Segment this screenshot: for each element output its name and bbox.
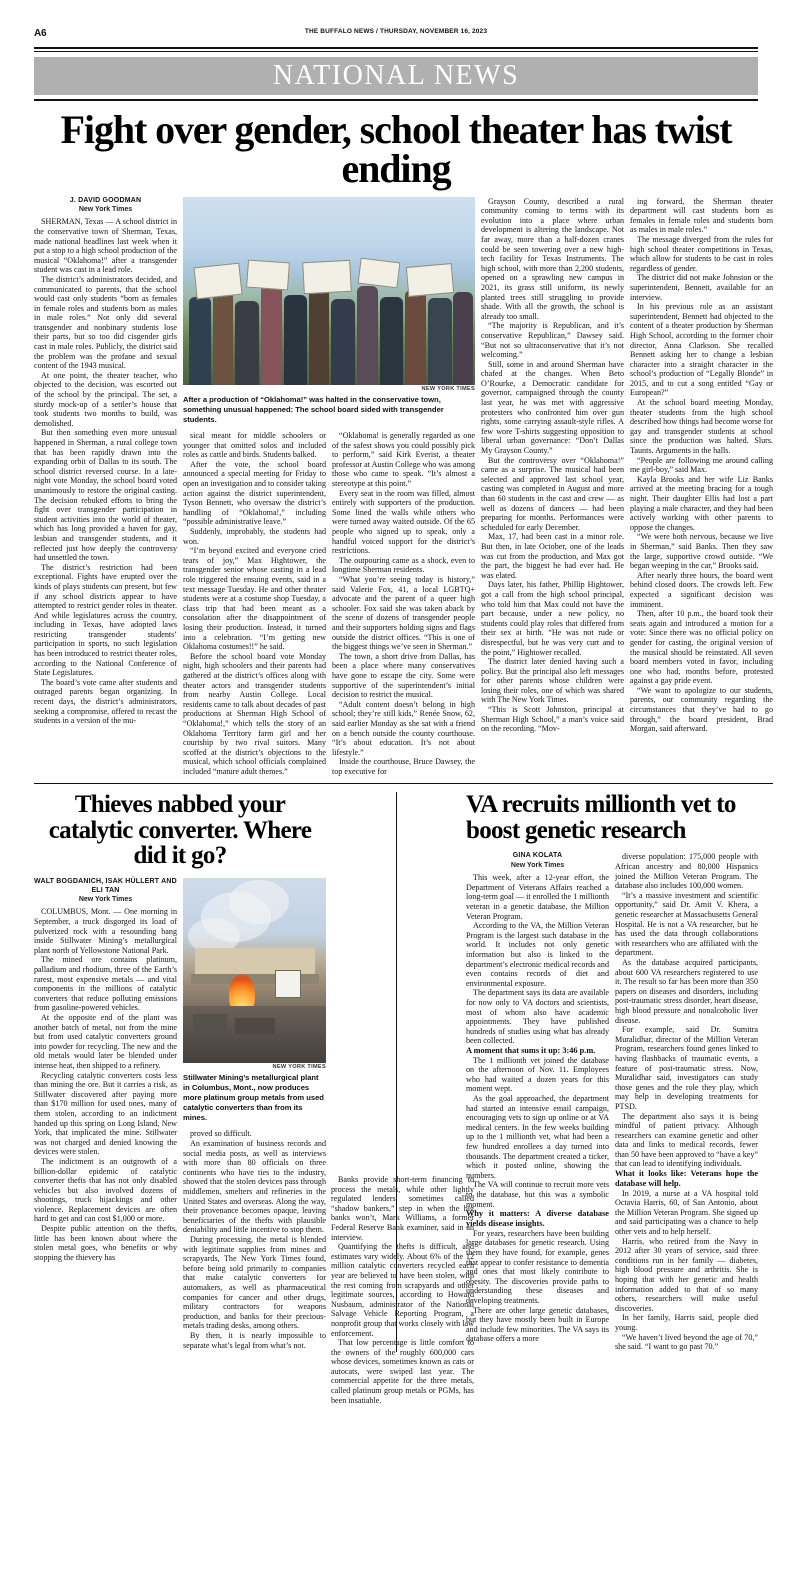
paragraph: In his previous role as an assistant superintendent, Bennett had objected to the content of a theater production by Sherman High School, according to the former choir director, Anna Clarkson. She recalled Bennett asking her to change a lesbian character into a straight character in the school’s production of “Legally Blonde” in 2015, and to cut a song entitled “Gay or European?” <box>630 302 773 398</box>
paragraph: “Adult content doesn’t belong in high school; they’re still kids,” Renée Snow, 62, said earlier Monday as she sat with a friend on a bench outside the county courthouse. “It’s about education. It’s not about lifestyle.” <box>332 699 475 757</box>
article1-col3-text <box>332 431 475 776</box>
paragraph: Quantifying the thefts is difficult, and estimates vary widely. About 6% of the 12 million catalytic converters recycled each year are believed to have been stolen, with the rest coming from scrapyards and other legitimate sources, according to Howard Nusbaum, administrator of the National Salvage Vehicle Reporting Program, a nonprofit group that works closely with law enforcement. <box>331 1242 474 1338</box>
article1-caption: After a production of “Oklahoma!” was halted in the conservative town, something unusual happened: The school board sided with transgender students. <box>183 395 444 425</box>
section-banner <box>34 57 758 95</box>
paragraph: Then, after 10 p.m., the board took their seats again and introduced a motion for a vote: Since there was no official policy on gender for casting, the original version of the musical should be reinstated. All seven board members voted in favor, including one who had, months before, protested against a gay pride event. <box>630 609 773 686</box>
paragraph: After nearly three hours, the board went behind closed doors. The crowds left. Few expected a significant decision was imminent. <box>630 570 773 609</box>
paragraph: Still, some in and around Sherman have chafed at the changes. When Beto O’Rourke, a Democratic candidate for governor, campaigned through the county last year, he was met with aggressive protesters who confronted him over gun rights, some carrying assault-style rifles. A few wore T-shirts suggesting opposition to liberal urban governance: “Don’t Dallas My Grayson County.” <box>481 359 624 456</box>
article2-byline: WALT BOGDANICH, ISAK HÜLLERT AND ELI TAN <box>34 877 177 894</box>
article1-grid <box>34 196 773 785</box>
article1-col2-text <box>183 431 326 776</box>
article1-bottom-rule <box>34 783 773 784</box>
article3-column-2 <box>615 852 758 1351</box>
paragraph: By then, it is nearly impossible to separate what’s legal from what’s not. <box>183 1330 326 1350</box>
paragraph: “This is Scott Johnston, principal at Sherman High School,” a man’s voice said on the recording. “Mov- <box>481 705 624 734</box>
subheading: What it looks like: Veterans hope the database will help. <box>615 1169 758 1188</box>
paragraph: Before the school board vote Monday night, high schoolers and their parents had gathered at the district’s offices along with theater actors and transgender students from nearby Austin College. Local residents came to talk about decades of past productions at Sherman High School of “Oklahoma!,” which tells the story of an Oklahoma Territory farm girl and her courtship by two rival suitors. Many scoffed at the district’s objections to the musical, which school officials complained included “mature adult themes.” <box>183 651 326 776</box>
section-banner-rule <box>34 99 758 101</box>
article3-col2-text <box>615 852 758 1351</box>
paragraph: “Oklahoma! is generally regarded as one of the safest shows you could possibly pick to perform,” said Kirk Everist, a theater professor at Austin College who was among those who came to speak. “It’s almost a stereotype at this point.” <box>332 431 475 489</box>
article1-byline-org: New York Times <box>78 206 133 214</box>
article1-column-1 <box>34 197 177 777</box>
article2-col1-text <box>34 907 177 1262</box>
paragraph: The message diverged from the rules for high school theater competitions in Texas, which allow for students to be cast in roles regardless of gender. <box>630 234 773 273</box>
paragraph: According to the VA, the Million Veteran Program is the largest such database in the world. It includes not only genetic information but also is linked to the department’s electronic medical records and even contains records of diet and environmental exposure. <box>466 921 609 988</box>
paragraph: ing forward, the Sherman theater department will cast students born as females in female roles and students born as males in male roles.” <box>630 196 773 235</box>
paragraph: sical meant for middle schoolers or younger that omitted solos and included roles as cattle and birds. Students balked. <box>183 431 326 460</box>
paragraph: After the vote, the school board announced a special meeting for Friday to open an investigation and to consider taking action against the district superintendent, Tyson Bennett, who oversaw the district’s handling of “Oklahoma!,” including “possible administrative leave.” <box>183 459 326 527</box>
photo-crowd <box>183 270 475 385</box>
paragraph: At one point, the theater teacher, who objected to the decision, was escorted out of the school by the principal. The set, a sturdy mock-up of a settler’s house that took students two months to build, was demolished. <box>34 370 177 428</box>
masthead <box>34 28 758 44</box>
article1-headline: Fight over gender, school theater has twist ending <box>60 107 732 191</box>
paragraph: “People are following me around calling me girl-boy,” said Max. <box>630 455 773 475</box>
paragraph: An examination of business records and social media posts, as well as interviews with more than 80 officials on three continents who have ties to the industry, showed that the stolen devices pass through middlemen, smelters and refineries in the United States and overseas. Along the way, their provenance becomes opaque, leaving beneficiaries of the thefts with plausible deniability and little incentive to stop them. <box>183 1139 326 1235</box>
article2-caption: Stillwater Mining’s metallurgical plant in Columbus, Mont., now produces more platinum group metals from used catalytic converters than from its mines. <box>183 1073 324 1123</box>
subheading: Why it matters: A diverse database yields disease insights. <box>466 1209 609 1228</box>
paragraph: The district did not make Johnston or the superintendent, Bennett, available for an interview. <box>630 273 773 302</box>
article3 <box>466 792 758 1351</box>
paragraph: For example, said Dr. Sumitra Muralidhar, director of the Million Veteran Program, researchers found genes linked to having flashbacks of traumatic events, a feature of post-traumatic stress. Now, Muralidhar said, investigators can study those genes and the role they play, which may help in developing treatments for PTSD. <box>615 1025 758 1111</box>
article1-byline: J. DAVID GOODMAN <box>69 196 142 204</box>
paragraph: At the opposite end of the plant was another batch of metal, not from the mine but from used catalytic converters ground into powder for recycling. The new and the old metals would later be blended under intense heat, then shipped to a refinery. <box>34 1013 177 1070</box>
paragraph: In her family, Harris said, people died young. <box>615 1313 758 1332</box>
article1-cols-2-3 <box>183 431 475 776</box>
paragraph: Days later, his father, Phillip Hightower, got a call from the high school principal, who told him that Max could not have the part because, under a new policy, no students could play roles that differed from their sex at birth. “He was not rude or disrespectful, but he was very curt and to the point,” Hightower recalled. <box>481 580 624 657</box>
paragraph: “We want to apologize to our students, parents, our community regarding the circumstances that they’ve had to go through,” the board president, Brad Morgan, said afterward. <box>630 685 773 734</box>
section-title: NATIONAL NEWS <box>272 60 520 91</box>
paragraph: Grayson County, described a rural community coming to terms with its evolution into a place where urban development is altering the landscape. Not far away, more than a half-dozen cranes could be seen towering over a new high-tech facility for Texas Instruments. The high school, with more than 2,200 students, opened on a sprawling new campus in 2021, its grass still uniform, its newly planted trees still struggling to provide shade. With all the growth, the school is already too small. <box>481 196 624 321</box>
paragraph: Inside the courthouse, Bruce Dawsey, the top executive for <box>332 757 475 776</box>
paragraph: In 2019, a nurse at a VA hospital told Octavia Harris, 60, of San Antonio, about the Million Veteran Program. She signed up and said participating was a chance to help other vets and to help herself. <box>615 1188 758 1237</box>
paragraph: The mined ore contains platinum, palladium and rhodium, three of the Earth’s rarest, most expensive metals — and vital components in the millions of catalytic converters that reduce polluting emissions from gasoline-powered vehicles. <box>34 955 177 1013</box>
article2-photo-block <box>183 878 326 1350</box>
paragraph: Banks provide short-term financing to process the metals, while other lightly regulated lenders, sometimes called “shadow bankers,” step in when the big banks won’t, Mark Williams, a former Federal Reserve Bank examiner, said in an interview. <box>331 1175 474 1242</box>
paragraph: diverse population: 175,000 people with African ancestry and 80,000 Hispanics joined the Million Veteran Program. The database also includes 100,000 women. <box>615 852 758 891</box>
article1-column-4 <box>481 197 624 777</box>
masthead-publication-line: THE BUFFALO NEWS / THURSDAY, NOVEMBER 16, 2023 <box>304 28 488 35</box>
paragraph: During processing, the metal is blended with legitimate supplies from mines and scrapyards, The New York Times found, before being sold primarily to companies that make catalytic converters for automakers, as well as pharmaceutical companies for cancer and other drugs, military contractors for weapons production, and banks for their precious-metals trading desks, among others. <box>183 1235 326 1331</box>
paragraph: Max, 17, had been cast in a minor role. But then, in late October, one of the leads was cut from the production, and Max got the part, the biggest he had ever had. He was elated. <box>481 532 624 580</box>
article3-byline: GINA KOLATA <box>512 852 563 860</box>
paragraph: Harris, who retired from the Navy in 2012 after 30 years of service, said three conditions run in her family — diabetes, high blood pressure and arthritis. She is hoping that with her genetic and health information added to that of so many others, researchers will make useful discoveries. <box>615 1236 758 1313</box>
subheading: A moment that sums it up: 3:46 p.m. <box>466 1045 596 1055</box>
article2-photo <box>183 878 326 1063</box>
article1-photo-block <box>183 197 475 777</box>
paragraph: There are other large genetic databases, but they have mostly been built in Europe and include few minorities. The VA says its database offers a more <box>466 1305 609 1344</box>
article2-column-1 <box>34 878 177 1350</box>
article3-byline-org: New York Times <box>510 862 565 870</box>
article2-col2-text <box>183 1129 326 1350</box>
paragraph: Kayla Brooks and her wife Liz Banks arrived at the meeting bracing for a tough night. Their daughter Ellis had lost a part playing a male character, and they had been actively working with other parents to oppose the changes. <box>630 474 773 532</box>
paragraph: “We were both nervous, because we live in Sherman,” said Banks. Then they saw the large, supportive crowd outside. “We began weeping in the car,” Brooks said. <box>630 532 773 571</box>
paragraph: SHERMAN, Texas — A school district in the conservative town of Sherman, Texas, made national headlines last week when it put a stop to a high school production of the musical “Oklahoma!” after a transgender student was cast in a lead role. <box>34 217 177 275</box>
paragraph: “What you’re seeing today is history,” said Valerie Fox, 41, a local LGBTQ+ advocate and the parent of a queer high schooler. Fox said she was taken aback by the scene of dozens of transgender people and their supporters holding signs and flags outside the district offices. “This is one of the biggest things we’ve seen in Sherman.” <box>332 575 475 652</box>
paragraph: As the goal approached, the department had started an intensive email campaign, encouraging vets to sign up online or at VA medical centers. In the few weeks building up to the 1 millionth vet, what had been a few hundred enrollees a day turned into thousands. The department created a ticker, which it posted online, showing the numbers. <box>466 1094 609 1180</box>
paragraph: COLUMBUS, Mont. — One morning in September, a truck disgorged its load of pulverized rock with a resounding bang inside Stillwater Mining’s metallurgical plant north of Yellowstone National Park. <box>34 907 177 955</box>
article1-col1-text <box>34 217 177 725</box>
paragraph: That low percentage is little comfort to the owners of the roughly 600,000 cars whose devices, sometimes known as cats or autocats, were swiped last year. The commercial appetite for the three metals, called platinum group metals or PGMs, has been insatiable. <box>331 1338 474 1405</box>
article2-top <box>34 878 326 1350</box>
article2-byline-org: New York Times <box>78 896 133 904</box>
article2-headline: Thieves nabbed your catalytic converter. Where did it go? <box>48 791 312 870</box>
paragraph: The town, a short drive from Dallas, has been a place where many conservatives have gone to escape the city. Some were supportive of the superintendent’s initial decision to restrict the musical. <box>332 651 475 700</box>
article2-col3-text <box>331 1175 474 1405</box>
paragraph: The 1 millionth vet joined the database on the afternoon of Nov. 11. Employees who had waited a dozen years for this moment wept. <box>466 1055 609 1094</box>
paragraph: The outpouring came as a shock, even to longtime Sherman residents. <box>332 555 475 575</box>
paragraph: “The majority is Republican, and it’s conservative Republican,” Dawsey said. “But not so ultraconservative that it’s not welcoming.” <box>481 321 624 360</box>
paragraph: But the controversy over “Oklahoma!” came as a surprise. The musical had been selected and approved last school year, casting was completed in August and more than 60 students in the cast and crew — as well as dozens of dancers — had been preparing for months. Performances were scheduled for early December. <box>481 455 624 532</box>
paragraph: The indictment is an outgrowth of a billion-dollar epidemic of catalytic converter thefts that has not only disabled vehicles but also involved dozens of shootings, truck hijackings and other violence. Replacement devices are often hard to get and can cost $1,000 or more. <box>34 1156 177 1224</box>
article1-col4-text <box>481 197 624 734</box>
article2 <box>34 792 326 1351</box>
paragraph: Every seat in the room was filled, almost entirely with supporters of the production. Some lined the walls while others who were turned away waited outside. Of the 65 people who signed up to speak, only a handful voiced support for the district’s restrictions. <box>332 488 475 556</box>
paragraph: At the school board meeting Monday, theater students from the high school described how things had become worse for gay and transgender students at school since the production was halted. Slurs. Taunts. Arguments in the halls. <box>630 398 773 456</box>
paragraph: “It’s a massive investment and scientific opportunity,” said Dr. Amit V. Khera, a genetic researcher at Massachusetts General Hospital. He is not a VA researcher, but he has used the data through collaborations with researchers who are affiliated with the department. <box>615 890 758 958</box>
paragraph: The department also says it is being mindful of patient privacy. Although researchers can examine genetic and other data and links to medical records, fewer than 50 have been approved to “have a key” that can lead to identifying individuals. <box>615 1111 758 1169</box>
paragraph: As the database acquired participants, about 600 VA researchers registered to use it. The result so far has been more than 350 papers on diseases and disorders, including post-traumatic stress disorder, heart disease, high blood pressure and nonalcoholic liver disease. <box>615 958 758 1025</box>
paragraph: For years, researchers have been building large databases for genetic research. Using them they have found, for example, genes that appear to confer resistance to dementia and ones that most likely contribute to obesity. The discoveries provide paths to understanding these diseases and developing treatments. <box>466 1228 609 1305</box>
article3-cols <box>466 852 758 1351</box>
folio-page-number: A6 <box>34 28 47 39</box>
article1-col5-text <box>630 197 773 734</box>
article2-photo-credit: NEW YORK TIMES <box>272 1064 326 1071</box>
article3-column-1 <box>466 852 609 1351</box>
paragraph: The department says its data are available for now only to VA doctors and scientists, most of whom also have academic appointments. They have published hundreds of studies using what has already been collected. <box>466 988 609 1046</box>
article1-photo <box>183 197 475 385</box>
paragraph: The district’s restriction had been exceptional. Fights have erupted over the kinds of plays students can present, but few if any school districts appear to have attempted to restrict gender roles in theater. And while legislatures across the country, including in Texas, have adopted laws restricting transgender students’ participation in sports, no such legislation has been introduced to restrict theater roles, according to the National Conference of State Legislatures. <box>34 562 177 678</box>
article3-col1-text <box>466 873 609 1344</box>
paragraph: “We haven’t lived beyond the age of 70,” she said. “I want to go past 70.” <box>615 1332 758 1352</box>
paragraph: Suddenly, improbably, the students had won. <box>183 527 326 546</box>
paragraph: Recycling catalytic converters costs less than mining the ore. But it carries a risk, as Stillwater discovered after paying more than $170 million for used ones, many of them stolen, according to an indictment handed up this spring on Long Island, New York, that implicated the mine. Stillwater was not charged and denied knowing the devices were stolen. <box>34 1070 177 1157</box>
article1-column-5 <box>630 197 773 777</box>
article3-headline: VA recruits millionth vet to boost genetic research <box>466 791 736 844</box>
paragraph: The district later denied having such a policy. But the principal also left messages for other parents whose children were losing their roles, one of which was shared with The New York Times. <box>481 657 624 705</box>
article1-photo-credit: NEW YORK TIMES <box>421 386 475 393</box>
masthead-rule <box>34 47 758 52</box>
paragraph: The district’s administrators decided, and communicated to parents, that the school would cast only students “born as females in female roles and students born as males in male roles.” Not only did several transgender and nonbinary students lose their parts, but so too did cisgender girls cast in male roles. Publicly, the district said the problem was the profane and sexual content of the 1943 musical. <box>34 274 177 371</box>
paragraph: The board’s vote came after students and outraged parents began organizing. In recent days, the district’s administrators, seeking a compromise, offered to recast the students in a version of the mu- <box>34 677 177 726</box>
paragraph: proved so difficult. <box>190 1129 252 1139</box>
paragraph: This week, after a 12-year effort, the Department of Veterans Affairs reached a long-term goal — it enrolled the 1 millionth veteran in a genetic database, the Million Veteran Program. <box>466 873 609 921</box>
paragraph: Despite public attention on the thefts, little has been known about where the stolen metal goes, who benefits or why stopping the thievery has <box>34 1224 177 1262</box>
paragraph: The VA will continue to recruit more vets to the database, but this was a symbolic moment. <box>466 1180 609 1209</box>
paragraph: But then something even more unusual happened in Sherman, a rural college town that has been rapidly drawn into the expanding orbit of Dallas to its south. The school district reversed course. In a late-night vote Monday, the school board voted unanimously to restore the original casting. The decision rebuked efforts to bring the fight over transgender participation in student activities into the world of theater, which has long provided a haven for gay, lesbian and transgender students, and it reflected just how deeply the controversy had unsettled the town. <box>34 428 177 563</box>
paragraph: “I’m beyond excited and everyone cried tears of joy,” Max Hightower, the transgender senior whose casting in a lead role triggered the ensuing events, said in a text message Tuesday. He and other theater students were at a costume shop Tuesday, a class trip that had been meant as a consolation after the disappointment of losing their production. Instead, it turned into a celebration. “I’m getting new Oklahoma costumes!!” he said. <box>183 546 326 652</box>
